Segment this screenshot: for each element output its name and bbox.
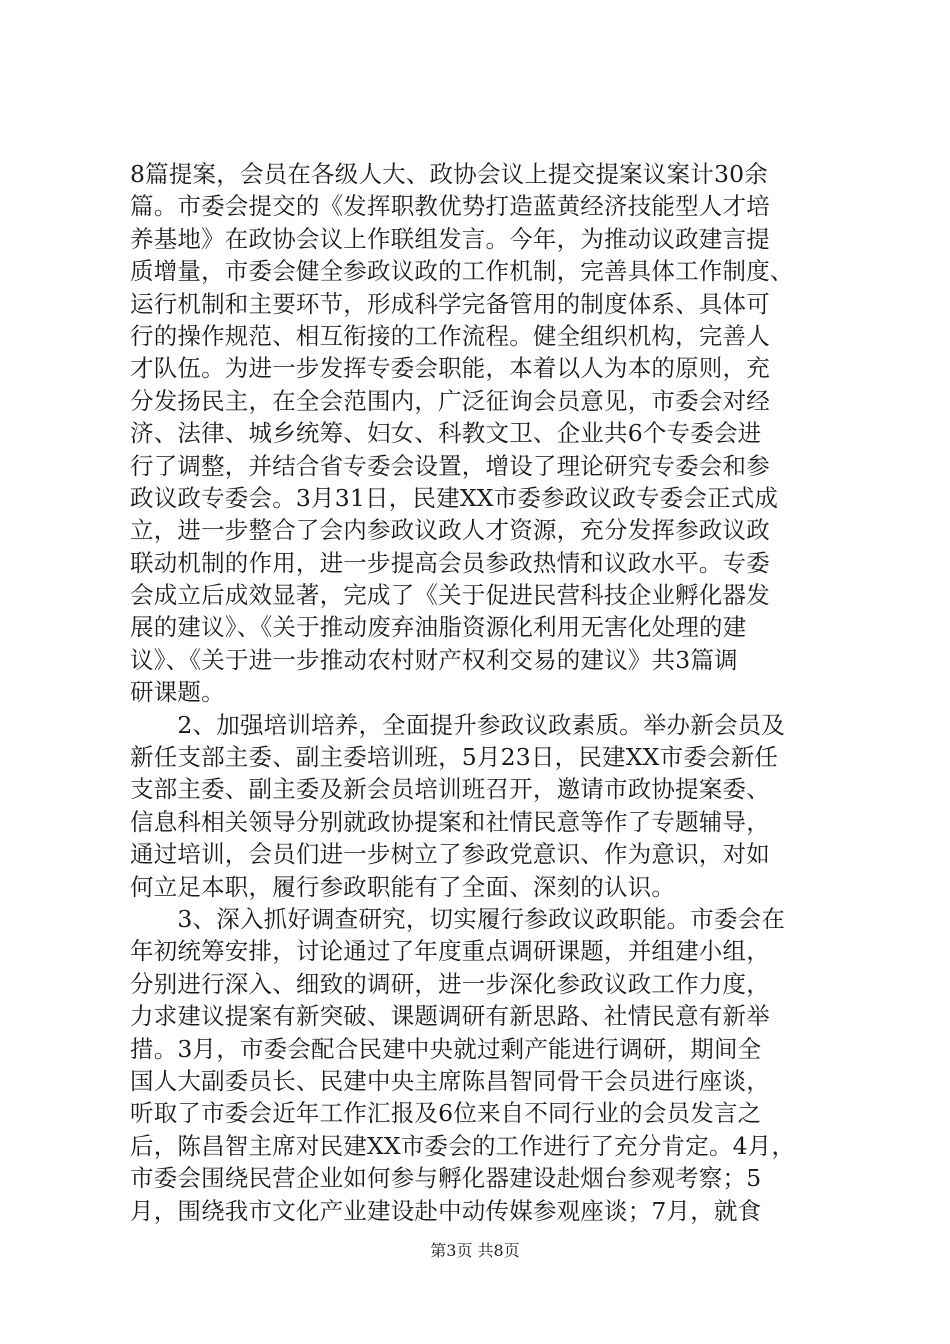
text-line: 3、深入抓好调查研究，切实履行参政议政职能。市委会在 — [130, 904, 786, 933]
text-line: 立，进一步整合了会内参政议政人才资源，充分发挥参政议政 — [130, 516, 770, 545]
text-line: 国人大副委员长、民建中央主席陈昌智同骨干会员进行座谈， — [130, 1066, 770, 1095]
text-line: 信息科相关领导分别就政协提案和社情民意等作了专题辅导， — [130, 807, 770, 836]
text-line: 行了调整，并结合省专委会设置，增设了理论研究专委会和参 — [130, 451, 770, 480]
text-line: 政议政专委会。3月31日，民建XX市委参政议政专委会正式成 — [130, 483, 779, 512]
text-line: 联动机制的作用，进一步提高会员参政热情和议政水平。专委 — [130, 548, 770, 577]
text-line: 听取了市委会近年工作汇报及6位来自不同行业的会员发言之 — [130, 1099, 762, 1128]
text-line: 会成立后成效显著，完成了《关于促进民营科技企业孵化器发 — [130, 581, 770, 610]
text-line: 篇。市委会提交的《发挥职教优势打造蓝黄经济技能型人才培 — [130, 192, 770, 221]
text-line: 新任支部主委、副主委培训班，5月23日，民建XX市委会新任 — [130, 743, 779, 772]
text-line: 通过培训，会员们进一步树立了参政党意识、作为意识，对如 — [130, 840, 770, 869]
text-line: 展的建议》、《关于推动废弃油脂资源化利用无害化处理的建 — [130, 613, 747, 642]
text-line: 研课题。 — [130, 678, 225, 707]
text-line: 养基地》在政协会议上作联组发言。今年，为推动议政建言提 — [130, 224, 770, 253]
text-line: 才队伍。为进一步发挥专委会职能，本着以人为本的原则，充 — [130, 354, 770, 383]
text-line: 济、法律、城乡统筹、妇女、科教文卫、企业共6个专委会进 — [130, 419, 762, 448]
text-line: 行的操作规范、相互衔接的工作流程。健全组织机构，完善人 — [130, 321, 770, 350]
text-line: 何立足本职，履行参政职能有了全面、深刻的认识。 — [130, 872, 676, 901]
page-footer: 第3页 共8页 — [430, 1241, 520, 1260]
text-line: 分发扬民主，在全会范围内，广泛征询会员意见，市委会对经 — [130, 386, 770, 415]
text-line: 支部主委、副主委及新会员培训班召开，邀请市政协提案委、 — [130, 775, 770, 804]
text-line: 分别进行深入、细致的调研，进一步深化参政议政工作力度， — [130, 969, 770, 998]
text-line: 运行机制和主要环节，形成科学完备管用的制度体系、具体可 — [130, 289, 770, 318]
text-line: 议》、《关于进一步推动农村财产权利交易的建议》共3篇调 — [130, 645, 738, 674]
text-line: 8篇提案，会员在各级人大、政协会议上提交提案议案计30余 — [130, 160, 768, 188]
text-line: 措。3月，市委会配合民建中央就过剩产能进行调研，期间全 — [130, 1034, 762, 1063]
text-line: 质增量，市委会健全参政议政的工作机制，完善具体工作制度、 — [130, 257, 794, 286]
document-body — [130, 158, 850, 1227]
text-line: 市委会围绕民营企业如何参与孵化器建设赴烟台参观考察；5 — [130, 1164, 762, 1193]
text-line: 年初统筹安排，讨论通过了年度重点调研课题，并组建小组， — [130, 937, 770, 966]
text-line: 2、加强培训培养，全面提升参政议政素质。举办新会员及 — [130, 710, 786, 739]
text-line: 后，陈昌智主席对民建XX市委会的工作进行了充分肯定。4月， — [130, 1131, 796, 1160]
text-line: 月，围绕我市文化产业建设赴中动传媒参观座谈；7月，就食 — [130, 1196, 762, 1225]
text-line: 力求建议提案有新突破、课题调研有新思路、社情民意有新举 — [130, 1002, 770, 1031]
